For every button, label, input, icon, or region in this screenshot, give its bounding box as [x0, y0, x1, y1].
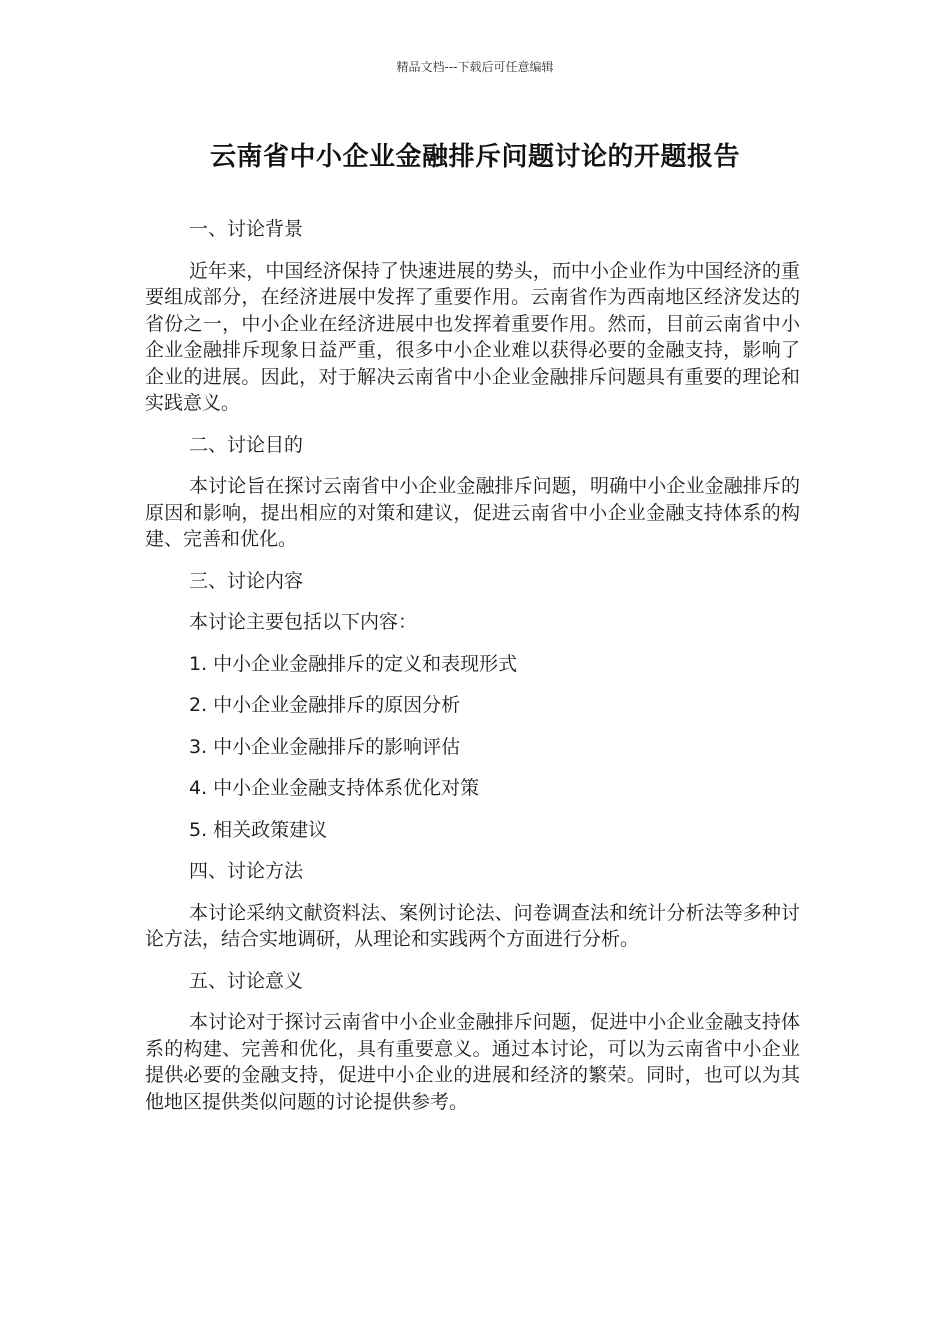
list-item: 3. 中小企业金融排斥的影响评估	[189, 735, 461, 758]
document-title: 云南省中小企业金融排斥问题讨论的开题报告	[209, 142, 740, 172]
paragraph-purpose: 本讨论旨在探讨云南省中小企业金融排斥问题，明确中小企业金融排斥的原因和影响，提出相应的对策和建议，促进云南省中小企业金融支持体系的构建、完善和优化。	[145, 475, 800, 550]
section-heading-method: 四、讨论方法	[189, 860, 304, 882]
paragraph-significance: 本讨论对于探讨云南省中小企业金融排斥问题，促进中小企业金融支持体系的构建、完善和优化，具有重要意义。通过本讨论，可以为云南省中小企业提供必要的金融支持，促进中小企业的进展和经济的繁荣。同时，也可以为其他地区提供类似问题的讨论提供参考。	[145, 1011, 800, 1113]
section-heading-significance: 五、讨论意义	[189, 969, 304, 992]
list-item: 2. 中小企业金融排斥的原因分析	[189, 694, 461, 716]
list-item: 5. 相关政策建议	[189, 818, 328, 841]
section-heading-content: 三、讨论内容	[189, 569, 304, 592]
paragraph-method: 本讨论采纳文献资料法、案例讨论法、问卷调查法和统计分析法等多种讨论方法，结合实地调研，从理论和实践两个方面进行分析。	[145, 901, 800, 950]
section-heading-background: 一、讨论背景	[189, 218, 304, 240]
document-body	[145, 216, 800, 1130]
list-item: 4. 中小企业金融支持体系优化对策	[189, 777, 480, 799]
list-item: 1. 中小企业金融排斥的定义和表现形式	[189, 652, 518, 675]
header-note: 精品文档---下载后可任意编辑	[396, 60, 554, 74]
paragraph-content-intro: 本讨论主要包括以下内容：	[189, 611, 418, 633]
paragraph-background: 近年来，中国经济保持了快速进展的势头，而中小企业作为中国经济的重要组成部分，在经济进展中发挥了重要作用。云南省作为西南地区经济发达的省份之一，中小企业在经济进展中也发挥着重要作用。然而，目前云南省中小企业金融排斥现象日益严重，很多中小企业难以获得必要的金融支持，影响了企业的进展。因此，对于解决云南省中小企业金融排斥问题具有重要的理论和实践意义。	[145, 259, 800, 414]
section-heading-purpose: 二、讨论目的	[189, 433, 304, 456]
